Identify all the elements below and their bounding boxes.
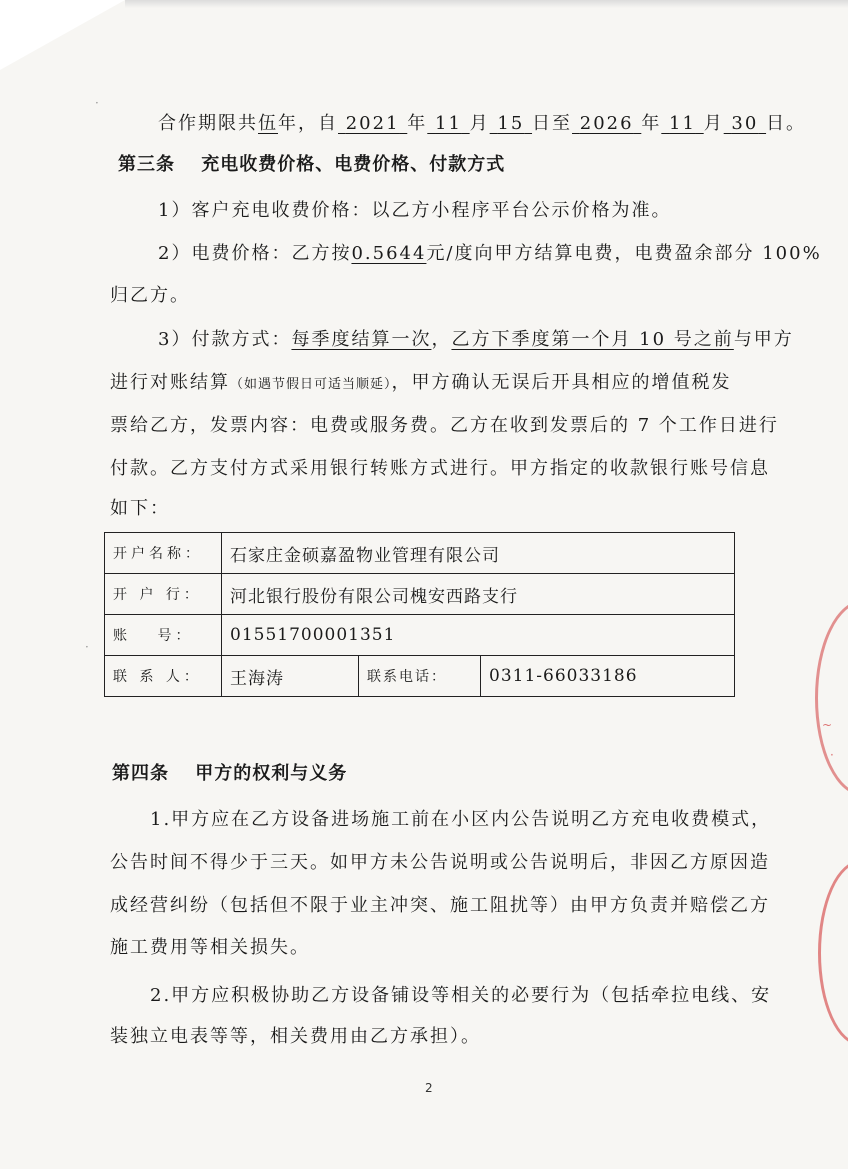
article4-p1-line4: 施工费用等相关损失。 [110, 937, 310, 958]
article3-item3-line4: 付款。乙方支付方式采用银行转账方式进行。甲方指定的收款银行账号信息 [110, 458, 770, 479]
phone-label: 联系电话： [359, 656, 481, 697]
account-number-label: 账 号： [105, 615, 222, 656]
term-text: 日至 [532, 113, 573, 134]
term-text: 年，自 [278, 113, 338, 134]
article4-p2-line1: 2.甲方应积极协助乙方设备铺设等相关的必要行为（包括牵拉电线、安 [150, 985, 772, 1006]
article4-p1-line1: 1.甲方应在乙方设备进场施工前在小区内公告说明乙方充电收费模式， [150, 809, 772, 830]
scan-edge [125, 0, 848, 8]
end-day: 30 [731, 113, 759, 134]
term-text: 日。 [766, 113, 807, 134]
electricity-price: 0.5644 [351, 243, 427, 264]
start-day: 15 [497, 113, 525, 134]
item2-prefix: 2）电费价格：乙方按 [158, 243, 352, 264]
article4-title: 第四条 甲方的权利与义务 [112, 763, 348, 784]
bank-value: 河北银行股份有限公司槐安西路支行 [222, 574, 735, 615]
account-name-value: 石家庄金硕嘉盈物业管理有限公司 [222, 533, 735, 574]
phone-value: 0311-66033186 [481, 656, 735, 697]
term-prefix: 合作期限共 [158, 113, 258, 134]
article4-p1-line2: 公告时间不得少于三天。如甲方未公告说明或公告说明后，非因乙方原因造 [110, 852, 770, 873]
article3-item1: 1）客户充电收费价格：以乙方小程序平台公示价格为准。 [158, 200, 672, 221]
scan-speck-icon: · [85, 640, 89, 654]
page-number: 2 [425, 1081, 433, 1095]
article3-item3 [158, 328, 794, 352]
seal-fragment-icon: · [830, 748, 834, 762]
article3-item2 [158, 242, 822, 266]
article3-item2-cont: 归乙方。 [110, 285, 190, 306]
start-month: 11 [435, 113, 462, 134]
red-seal-icon [818, 860, 848, 1046]
term-line [158, 112, 807, 136]
item3-prefix: 3）付款方式： [158, 329, 292, 350]
settlement-deadline: 乙方下季度第一个月 10 号之前 [451, 329, 734, 350]
article3-item3-line5: 如下： [110, 498, 170, 519]
contact-label: 联 系 人： [105, 656, 222, 697]
red-seal-icon [815, 600, 848, 796]
holiday-note: （如遇节假日可适当顺延） [230, 377, 392, 392]
term-text: 年 [641, 113, 662, 134]
term-years: 伍 [258, 113, 278, 134]
bank-info-table [104, 532, 735, 697]
item3-comma: ， [431, 329, 452, 350]
term-text: 月 [469, 113, 490, 134]
term-text: 月 [703, 113, 724, 134]
table-row [105, 656, 735, 697]
term-text: 年 [407, 113, 428, 134]
account-number-value: 01551700001351 [222, 615, 735, 656]
article3-item3-line3: 票给乙方，发票内容：电费或服务费。乙方在收到发票后的 7 个工作日进行 [110, 415, 779, 436]
table-row [105, 574, 735, 615]
article3-item3-line2 [110, 371, 770, 397]
item2-suffix: 元/度向甲方结算电费，电费盈余部分 100% [426, 243, 822, 264]
folded-corner [0, 0, 125, 70]
end-year: 2026 [579, 113, 634, 134]
item3-suffix: 与甲方 [733, 329, 794, 350]
account-name-label: 开户名称： [105, 533, 222, 574]
bank-label: 开 户 行： [105, 574, 222, 615]
item3-text: 进行对账结算 [110, 372, 230, 393]
contact-value: 王海涛 [222, 656, 359, 697]
settlement-frequency: 每季度结算一次 [291, 329, 432, 350]
scan-speck-icon: · [95, 96, 99, 110]
table-row [105, 533, 735, 574]
end-month: 11 [669, 113, 696, 134]
seal-fragment-icon: ~ [822, 718, 833, 732]
start-year: 2021 [345, 113, 400, 134]
article4-p2-line2: 装独立电表等等，相关费用由乙方承担）。 [110, 1026, 481, 1047]
article3-title: 第三条 充电收费价格、电费价格、付款方式 [118, 154, 506, 175]
article4-p1-line3: 成经营纠纷（包括但不限于业主冲突、施工阻扰等）由甲方负责并赔偿乙方 [110, 895, 770, 916]
item3-text: ，甲方确认无误后开具相应的增值税发 [391, 372, 732, 393]
table-row [105, 615, 735, 656]
